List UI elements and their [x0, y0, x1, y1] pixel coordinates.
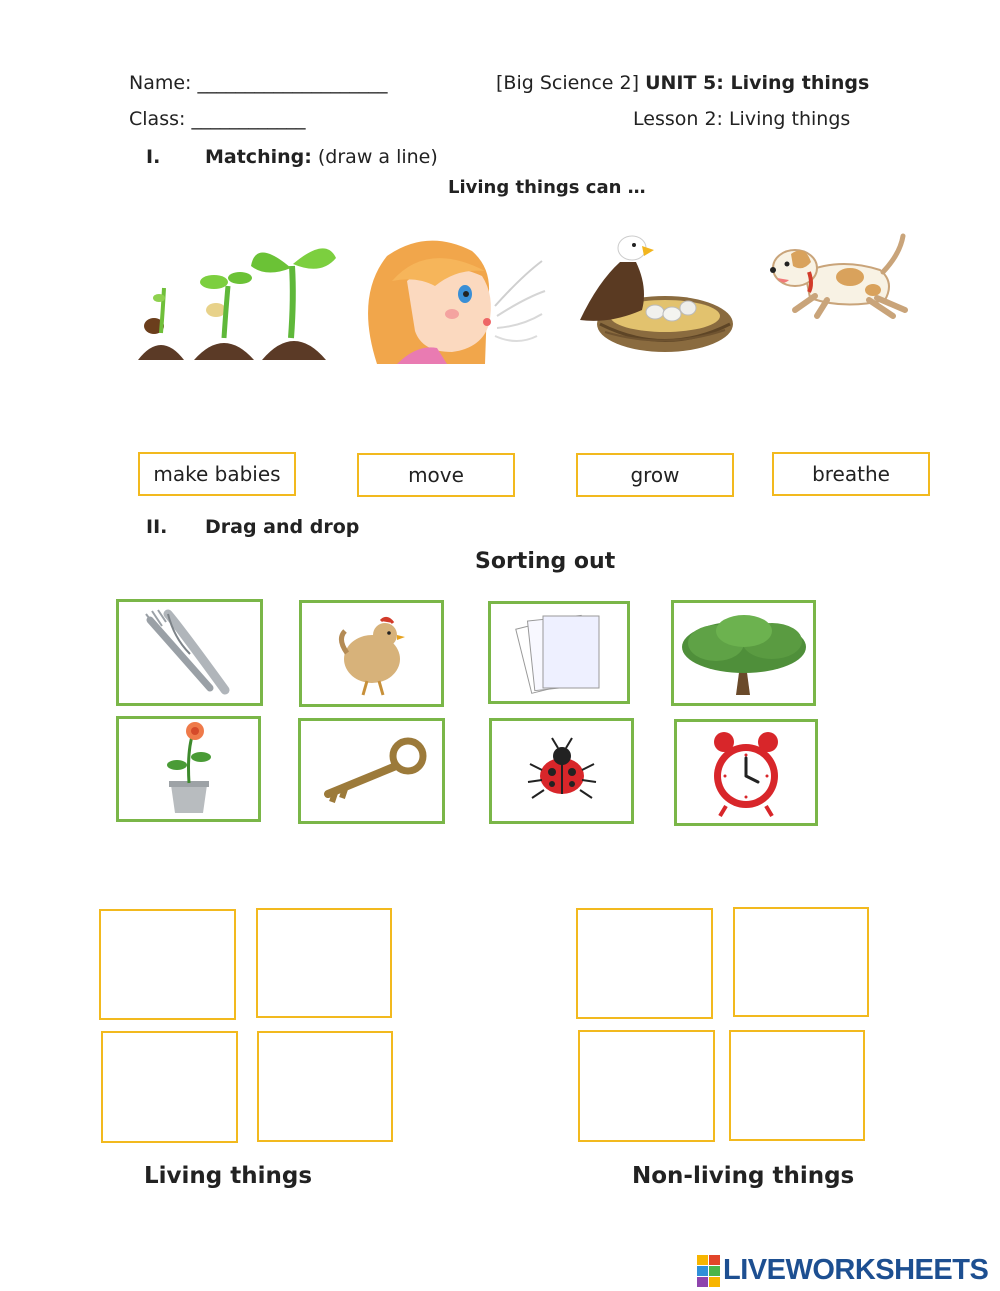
liveworksheets-icon — [697, 1255, 721, 1287]
girl-breathing-picture — [357, 236, 547, 364]
fork-knife-icon — [140, 608, 240, 698]
ladybug-icon — [522, 736, 602, 806]
class-field — [129, 108, 305, 130]
section1-subtitle: Living things can … — [448, 177, 646, 198]
hen-icon — [327, 609, 417, 699]
word-grow[interactable]: grow — [576, 453, 734, 497]
tree-icon — [676, 607, 812, 699]
section1-number: I. — [146, 146, 161, 168]
section2-number: II. — [146, 516, 168, 538]
section2-subtitle: Sorting out — [475, 549, 616, 574]
card-potted-flower[interactable] — [116, 716, 261, 822]
drop-zone-nonliving-1[interactable] — [576, 908, 713, 1019]
flower-icon — [149, 721, 229, 817]
drop-zone-living-3[interactable] — [101, 1031, 238, 1143]
name-field — [129, 72, 388, 94]
series-label: [Big Science 2] — [496, 72, 640, 94]
card-paper[interactable] — [488, 601, 630, 704]
drop-zone-nonliving-4[interactable] — [729, 1030, 865, 1141]
name-blank: ____________________ — [197, 72, 388, 94]
section1-instruction: (draw a line) — [317, 146, 438, 168]
name-label: Name: — [129, 72, 192, 94]
eagle-nest-picture — [570, 232, 735, 357]
brand-name: LIVEWORKSHEETS — [723, 1254, 989, 1286]
card-ladybug[interactable] — [489, 718, 634, 824]
paper-icon — [509, 608, 609, 698]
key-icon — [312, 736, 432, 806]
running-dog-picture — [765, 232, 915, 320]
category-non-living-things: Non-living things — [632, 1163, 855, 1189]
card-tree[interactable] — [671, 600, 816, 706]
card-fork-and-knife[interactable] — [116, 599, 263, 706]
category-living-things: Living things — [144, 1163, 313, 1189]
drop-zone-living-4[interactable] — [257, 1031, 393, 1142]
section1-title: Matching: — [205, 146, 312, 168]
lesson-title: Lesson 2: Living things — [633, 108, 851, 130]
class-label: Class: — [129, 108, 186, 130]
word-move[interactable]: move — [357, 453, 515, 497]
drop-zone-nonliving-2[interactable] — [733, 907, 869, 1017]
growing-plants-picture — [136, 238, 341, 363]
drop-zone-nonliving-3[interactable] — [578, 1030, 715, 1142]
word-make-babies[interactable]: make babies — [138, 452, 296, 496]
card-key[interactable] — [298, 718, 445, 824]
card-hen[interactable] — [299, 600, 444, 707]
class-blank: ____________ — [191, 108, 306, 130]
word-breathe[interactable]: breathe — [772, 452, 930, 496]
unit-label: UNIT 5: Living things — [645, 72, 870, 94]
drop-zone-living-1[interactable] — [99, 909, 236, 1020]
unit-title — [496, 72, 869, 94]
card-alarm-clock[interactable] — [674, 719, 818, 826]
drop-zone-living-2[interactable] — [256, 908, 392, 1018]
section1-heading — [205, 146, 438, 168]
section2-title: Drag and drop — [205, 516, 360, 538]
alarm-clock-icon — [706, 728, 786, 818]
liveworksheets-logo — [697, 1254, 988, 1287]
